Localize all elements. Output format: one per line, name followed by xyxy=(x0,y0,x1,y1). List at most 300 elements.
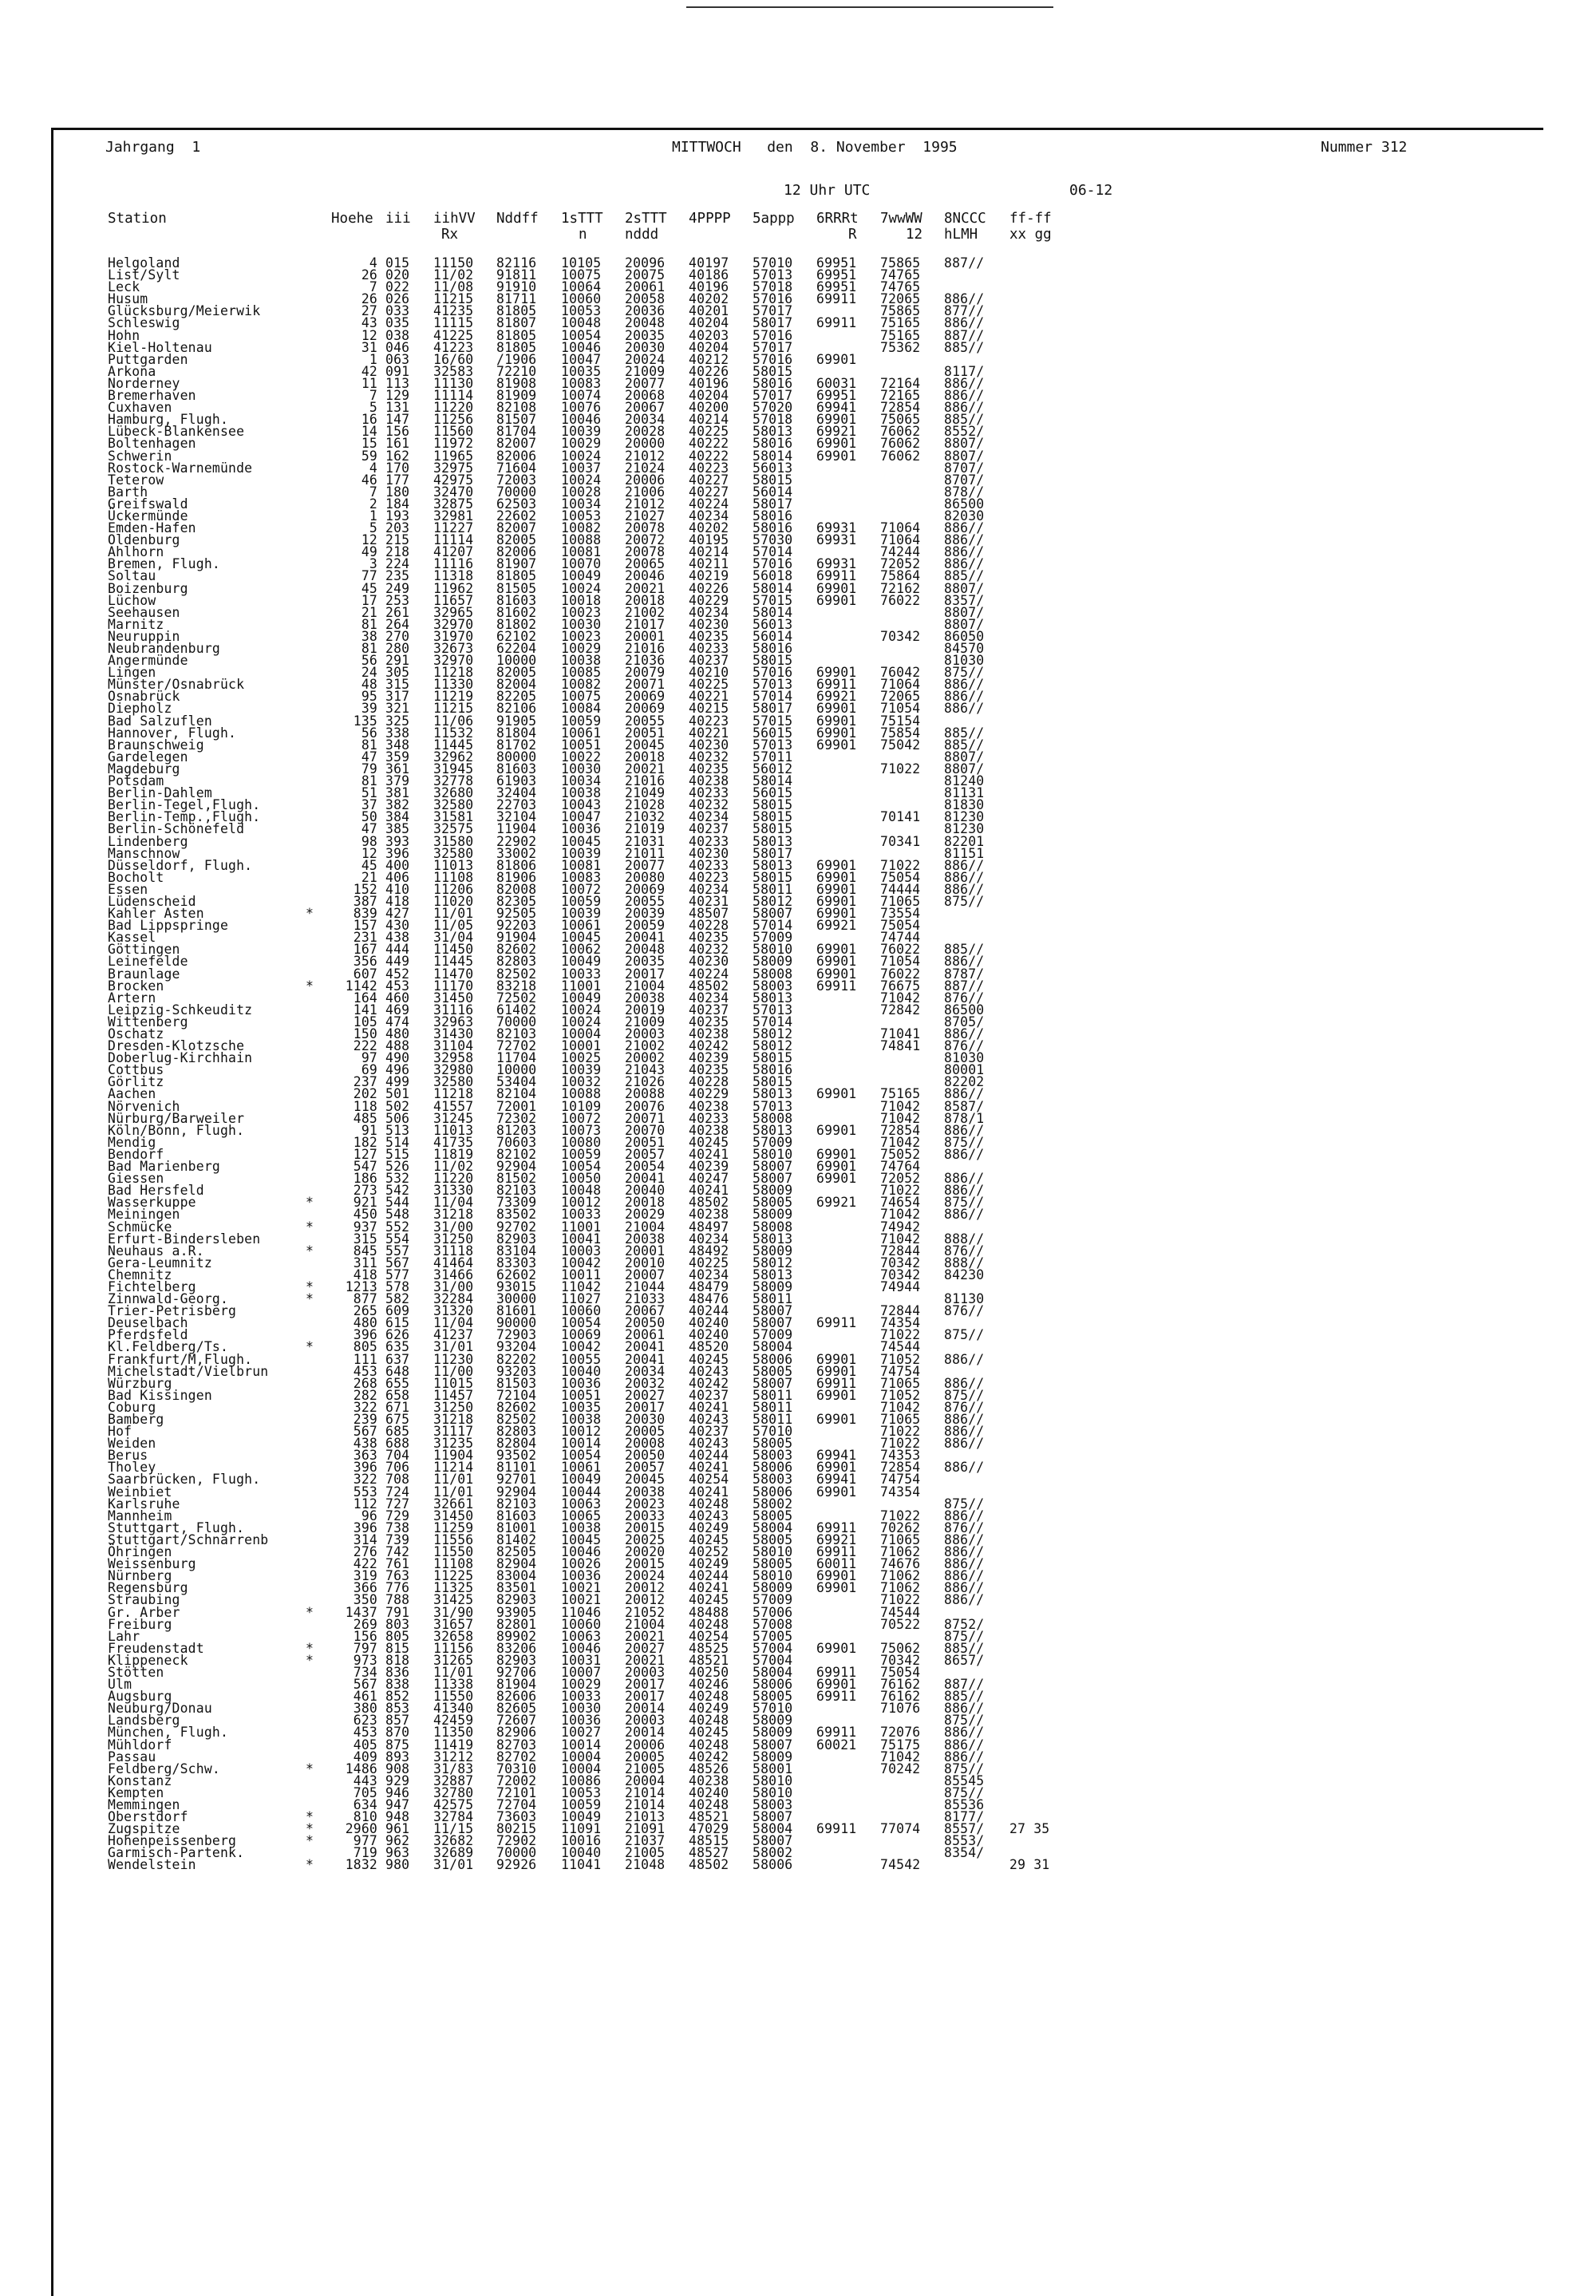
station-name: Lüdenscheid xyxy=(108,893,196,909)
tendency-5: 57016 xyxy=(753,665,793,681)
weather-7: 72854 xyxy=(880,1122,921,1138)
temp-2s: 20048 xyxy=(625,315,666,331)
tendency-5: 57016 xyxy=(753,351,793,367)
weather-7: 75165 xyxy=(880,1086,921,1102)
station-id: 548 xyxy=(385,1207,410,1223)
mountain-marker: * xyxy=(306,1761,314,1776)
ihvv: 11206 xyxy=(433,881,474,897)
temp-2s: 20045 xyxy=(625,1472,666,1488)
clouds-8: 875// xyxy=(944,1134,985,1150)
weather-7: 75864 xyxy=(880,568,921,584)
pressure-4: 40229 xyxy=(689,592,729,608)
mountain-marker: * xyxy=(306,1857,314,1873)
precip-6: 69931 xyxy=(816,532,857,548)
tendency-5: 58004 xyxy=(753,1664,793,1680)
hoehe: 805 xyxy=(353,1339,377,1355)
station-name: Neubrandenburg xyxy=(108,641,220,656)
hoehe: 150 xyxy=(353,1026,377,1041)
nddff: 93502 xyxy=(496,1448,537,1464)
weather-7: 72164 xyxy=(880,375,921,391)
weather-7: 74765 xyxy=(880,267,921,283)
hoehe: 567 xyxy=(353,1424,377,1440)
pressure-4: 48515 xyxy=(689,1833,729,1849)
temp-1s: 10024 xyxy=(561,1014,602,1029)
clouds-8: 8807/ xyxy=(944,616,985,632)
temp-1s: 10088 xyxy=(561,532,602,548)
ihvv: 42975 xyxy=(433,472,474,488)
nddff: 81402 xyxy=(496,1531,537,1547)
station-name: Bad Lippspringe xyxy=(108,918,229,934)
temp-1s: 10016 xyxy=(561,1833,602,1849)
ihvv: 31657 xyxy=(433,1616,474,1632)
hoehe: 634 xyxy=(353,1797,377,1812)
nddff: 93203 xyxy=(496,1363,537,1379)
temp-1s: 10051 xyxy=(561,1387,602,1403)
tendency-5: 57009 xyxy=(753,930,793,946)
weather-7: 75865 xyxy=(880,255,921,271)
col-2sttt: 2sTTT xyxy=(625,211,667,227)
temp-2s: 20067 xyxy=(625,400,666,416)
station-name: Berlin-Temp.,Flugh. xyxy=(108,809,261,825)
temp-1s: 10054 xyxy=(561,1159,602,1175)
clouds-8: 8177/ xyxy=(944,1809,985,1825)
temp-2s: 21043 xyxy=(625,1062,666,1078)
temp-1s: 10059 xyxy=(561,1797,602,1812)
temp-2s: 20057 xyxy=(625,1146,666,1162)
temp-1s: 10082 xyxy=(561,677,602,693)
clouds-8: 877// xyxy=(944,303,985,319)
hoehe: 26 xyxy=(361,267,377,283)
tendency-5: 58014 xyxy=(753,773,793,789)
ihvv: 11/01 xyxy=(433,1664,474,1680)
tendency-5: 58009 xyxy=(753,1749,793,1764)
temp-2s: 21012 xyxy=(625,496,666,512)
station-id: 761 xyxy=(385,1556,410,1572)
clouds-8: 8787/ xyxy=(944,966,985,982)
nddff: 81704 xyxy=(496,424,537,440)
hoehe: 50 xyxy=(361,809,377,825)
tendency-5: 58006 xyxy=(753,1460,793,1476)
ihvv: 11108 xyxy=(433,869,474,885)
temp-1s: 10023 xyxy=(561,604,602,620)
col-ihvv: iihVV xyxy=(433,211,476,227)
precip-6: 60011 xyxy=(816,1556,857,1572)
precip-6: 69921 xyxy=(816,918,857,934)
temp-1s: 10018 xyxy=(561,592,602,608)
temp-1s: 10075 xyxy=(561,267,602,283)
clouds-8: 886// xyxy=(944,520,985,536)
weather-7: 74944 xyxy=(880,1278,921,1294)
tendency-5: 58012 xyxy=(753,893,793,909)
temp-1s: 10084 xyxy=(561,701,602,717)
temp-1s: 10063 xyxy=(561,1628,602,1644)
temp-2s: 21033 xyxy=(625,1291,666,1307)
temp-2s: 20021 xyxy=(625,1652,666,1668)
temp-2s: 20021 xyxy=(625,580,666,596)
nddff: 32104 xyxy=(496,809,537,825)
nddff: 61402 xyxy=(496,1002,537,1018)
temp-2s: 21006 xyxy=(625,484,666,500)
clouds-8: 8553/ xyxy=(944,1833,985,1849)
pressure-4: 40186 xyxy=(689,267,729,283)
precip-6: 69911 xyxy=(816,1375,857,1391)
temp-1s: 10081 xyxy=(561,857,602,873)
ihvv: 31/00 xyxy=(433,1278,474,1294)
weather-7: 71054 xyxy=(880,701,921,717)
ihvv: 11114 xyxy=(433,388,474,404)
tendency-5: 57015 xyxy=(753,713,793,729)
station-id: 359 xyxy=(385,749,410,765)
station-name: Feldberg/Schw. xyxy=(108,1761,220,1776)
station-name: Helgoland xyxy=(108,255,180,271)
hoehe: 43 xyxy=(361,315,377,331)
temp-1s: 10033 xyxy=(561,966,602,982)
pressure-4: 40240 xyxy=(689,1327,729,1343)
tendency-5: 57016 xyxy=(753,556,793,572)
nddff: 81909 xyxy=(496,388,537,404)
ihvv: 31/01 xyxy=(433,1857,474,1873)
clouds-8: 8707/ xyxy=(944,472,985,488)
ihvv: 11965 xyxy=(433,448,474,464)
station-id: 325 xyxy=(385,713,410,729)
temp-1s: 10053 xyxy=(561,508,602,524)
ihvv: 11170 xyxy=(433,978,474,994)
pressure-4: 40223 xyxy=(689,713,729,729)
hoehe: 269 xyxy=(353,1616,377,1632)
clouds-8: 876// xyxy=(944,1243,985,1259)
tendency-5: 57013 xyxy=(753,1002,793,1018)
temp-2s: 20069 xyxy=(625,689,666,705)
station-id: 648 xyxy=(385,1363,410,1379)
station-name: Tholey xyxy=(108,1460,156,1476)
clouds-8: 886// xyxy=(944,544,985,560)
temp-1s: 10060 xyxy=(561,1303,602,1319)
station-id: 738 xyxy=(385,1519,410,1535)
ihvv: 31330 xyxy=(433,1183,474,1199)
temp-1s: 10069 xyxy=(561,1327,602,1343)
hoehe: 4 xyxy=(369,255,377,271)
nddff: 82602 xyxy=(496,1399,537,1415)
station-id: 203 xyxy=(385,520,410,536)
nddff: 62102 xyxy=(496,628,537,644)
temp-2s: 20050 xyxy=(625,1315,666,1331)
temp-1s: 10034 xyxy=(561,496,602,512)
station-id: 578 xyxy=(385,1278,410,1294)
tendency-5: 57014 xyxy=(753,544,793,560)
precip-6: 69901 xyxy=(816,906,857,922)
precip-6: 69931 xyxy=(816,556,857,572)
station-name: Karlsruhe xyxy=(108,1496,180,1512)
temp-2s: 20071 xyxy=(625,1110,666,1126)
station-name: Boizenburg xyxy=(108,580,188,596)
temp-1s: 10061 xyxy=(561,725,602,741)
ihvv: 11/04 xyxy=(433,1315,474,1331)
hoehe: 46 xyxy=(361,472,377,488)
tendency-5: 58013 xyxy=(753,424,793,440)
nddff: 83501 xyxy=(496,1580,537,1596)
clouds-8: 81230 xyxy=(944,809,985,825)
precip-6: 69921 xyxy=(816,424,857,440)
temp-2s: 20017 xyxy=(625,1399,666,1415)
temp-2s: 20040 xyxy=(625,1183,666,1199)
station-name: Mannheim xyxy=(108,1508,172,1523)
hoehe: 56 xyxy=(361,653,377,669)
pressure-4: 40249 xyxy=(689,1701,729,1717)
col-7wwww: 7wwWW xyxy=(880,211,922,227)
hoehe: 56 xyxy=(361,725,377,741)
pressure-4: 40196 xyxy=(689,279,729,295)
weather-7: 71022 xyxy=(880,1592,921,1608)
station-name: Osnabrück xyxy=(108,689,180,705)
date-label: MITTWOCH den 8. November 1995 xyxy=(672,139,958,156)
ihvv: 11108 xyxy=(433,1556,474,1572)
hoehe: 15 xyxy=(361,436,377,452)
nddff: 82903 xyxy=(496,1592,537,1608)
ihvv: 11330 xyxy=(433,677,474,693)
temp-1s: 10046 xyxy=(561,1640,602,1656)
pressure-4: 40210 xyxy=(689,665,729,681)
temp-2s: 20077 xyxy=(625,857,666,873)
tendency-5: 58009 xyxy=(753,1207,793,1223)
clouds-8: 82201 xyxy=(944,833,985,849)
station-id: 947 xyxy=(385,1797,410,1812)
ihvv: 11318 xyxy=(433,568,474,584)
pressure-4: 48497 xyxy=(689,1219,729,1235)
temp-1s: 10059 xyxy=(561,893,602,909)
clouds-8: 886// xyxy=(944,689,985,705)
col-1sttt: 1sTTT xyxy=(561,211,603,227)
hoehe: 1142 xyxy=(345,978,377,994)
ihvv: 31466 xyxy=(433,1267,474,1282)
temp-2s: 21002 xyxy=(625,1038,666,1054)
weather-7: 71042 xyxy=(880,1098,921,1114)
station-name: Köln/Bonn, Flugh. xyxy=(108,1122,245,1138)
ihvv: 11556 xyxy=(433,1531,474,1547)
clouds-8: 81230 xyxy=(944,821,985,837)
nddff: 82605 xyxy=(496,1701,537,1717)
nddff: 82104 xyxy=(496,1086,537,1102)
tendency-5: 58007 xyxy=(753,1303,793,1319)
precip-6: 69901 xyxy=(816,1387,857,1403)
pressure-4: 40241 xyxy=(689,1146,729,1162)
pressure-4: 40230 xyxy=(689,954,729,970)
station-id: 626 xyxy=(385,1327,410,1343)
station-id: 499 xyxy=(385,1074,410,1090)
station-name: Schmücke xyxy=(108,1219,172,1235)
precip-6: 69901 xyxy=(816,1171,857,1187)
station-id: 170 xyxy=(385,460,410,476)
pressure-4: 40238 xyxy=(689,1207,729,1223)
station-name: Teterow xyxy=(108,472,164,488)
pressure-4: 40195 xyxy=(689,532,729,548)
temp-2s: 21004 xyxy=(625,978,666,994)
nddff: 83303 xyxy=(496,1255,537,1271)
precip-6: 69911 xyxy=(816,1664,857,1680)
pressure-4: 48525 xyxy=(689,1640,729,1656)
station-name: Augsburg xyxy=(108,1689,172,1705)
clouds-8: 81030 xyxy=(944,1050,985,1066)
col-ffff: ff-ff xyxy=(1009,211,1052,227)
ihvv: 41235 xyxy=(433,303,474,319)
station-name: Aachen xyxy=(108,1086,156,1102)
ihvv: 31250 xyxy=(433,1231,474,1247)
weather-7: 75154 xyxy=(880,713,921,729)
pressure-4: 40228 xyxy=(689,1074,729,1090)
station-name: Freudenstadt xyxy=(108,1640,204,1656)
hoehe: 363 xyxy=(353,1448,377,1464)
temp-1s: 10029 xyxy=(561,1677,602,1693)
tendency-5: 58013 xyxy=(753,1267,793,1282)
nddff: 92203 xyxy=(496,918,537,934)
ihvv: 31117 xyxy=(433,1424,474,1440)
ihvv: 41237 xyxy=(433,1327,474,1343)
tendency-5: 56018 xyxy=(753,568,793,584)
col-8nccc: 8NCCC xyxy=(944,211,986,227)
tendency-5: 58011 xyxy=(753,1412,793,1427)
tendency-5: 58009 xyxy=(753,1278,793,1294)
hoehe: 202 xyxy=(353,1086,377,1102)
pressure-4: 40221 xyxy=(689,725,729,741)
pressure-4: 40237 xyxy=(689,1387,729,1403)
pressure-4: 40214 xyxy=(689,412,729,428)
nddff: 89902 xyxy=(496,1628,537,1644)
hoehe: 921 xyxy=(353,1195,377,1211)
pressure-4: 40204 xyxy=(689,339,729,355)
hoehe: 438 xyxy=(353,1436,377,1452)
temp-1s: 10063 xyxy=(561,1496,602,1512)
tendency-5: 58003 xyxy=(753,1448,793,1464)
temp-2s: 20003 xyxy=(625,1713,666,1729)
nddff: 82703 xyxy=(496,1737,537,1753)
hoehe: 356 xyxy=(353,954,377,970)
clouds-8: 8705/ xyxy=(944,1014,985,1029)
ihvv: 31250 xyxy=(433,1399,474,1415)
pressure-4: 40248 xyxy=(689,1689,729,1705)
hoehe: 396 xyxy=(353,1519,377,1535)
station-name: Wendelstein xyxy=(108,1857,196,1873)
station-name: Zugspitze xyxy=(108,1821,180,1837)
precip-6: 69901 xyxy=(816,701,857,717)
weather-7: 76162 xyxy=(880,1677,921,1693)
tendency-5: 57014 xyxy=(753,1014,793,1029)
temp-2s: 20058 xyxy=(625,291,666,307)
pressure-4: 40221 xyxy=(689,689,729,705)
temp-2s: 20065 xyxy=(625,556,666,572)
clouds-8: 886// xyxy=(944,1592,985,1608)
ihvv: 11214 xyxy=(433,1460,474,1476)
temp-2s: 21019 xyxy=(625,821,666,837)
temp-1s: 10046 xyxy=(561,339,602,355)
nddff: 92702 xyxy=(496,1219,537,1235)
temp-1s: 10048 xyxy=(561,315,602,331)
temp-1s: 10033 xyxy=(561,1207,602,1223)
pressure-4: 48479 xyxy=(689,1278,729,1294)
col-5appp: 5appp xyxy=(753,211,795,227)
weather-7: 75042 xyxy=(880,737,921,753)
nddff: 72607 xyxy=(496,1713,537,1729)
station-name: Ahlhorn xyxy=(108,544,164,560)
mountain-marker: * xyxy=(306,1219,314,1235)
temp-1s: 10088 xyxy=(561,1086,602,1102)
tendency-5: 58006 xyxy=(753,1857,793,1873)
station-id: 406 xyxy=(385,869,410,885)
pressure-4: 40235 xyxy=(689,1062,729,1078)
station-name: Bremerhaven xyxy=(108,388,196,404)
station-name: Emden-Hafen xyxy=(108,520,196,536)
temp-2s: 20008 xyxy=(625,1436,666,1452)
tendency-5: 56015 xyxy=(753,725,793,741)
pressure-4: 40245 xyxy=(689,1592,729,1608)
pressure-4: 40248 xyxy=(689,1713,729,1729)
ihvv: 32673 xyxy=(433,641,474,656)
station-id: 724 xyxy=(385,1484,410,1500)
temp-1s: 10036 xyxy=(561,1568,602,1584)
temp-1s: 10080 xyxy=(561,1134,602,1150)
precip-6: 69901 xyxy=(816,881,857,897)
station-id: 893 xyxy=(385,1749,410,1764)
station-name: Rostock-Warnemünde xyxy=(108,460,253,476)
pressure-4: 40224 xyxy=(689,966,729,982)
hoehe: 7 xyxy=(369,484,377,500)
temp-2s: 20057 xyxy=(625,1460,666,1476)
ihvv: 31/83 xyxy=(433,1761,474,1776)
hoehe: 81 xyxy=(361,737,377,753)
weather-7: 71065 xyxy=(880,1412,921,1427)
pressure-4: 40227 xyxy=(689,484,729,500)
weather-7: 74654 xyxy=(880,1195,921,1211)
weather-7: 74754 xyxy=(880,1363,921,1379)
tendency-5: 58017 xyxy=(753,315,793,331)
tendency-5: 58015 xyxy=(753,869,793,885)
precip-6: 69901 xyxy=(816,351,857,367)
temp-1s: 10050 xyxy=(561,1171,602,1187)
temp-1s: 10037 xyxy=(561,460,602,476)
station-name: Göttingen xyxy=(108,942,180,958)
station-name: Weiden xyxy=(108,1436,156,1452)
clouds-8: 81130 xyxy=(944,1291,985,1307)
nddff: 80215 xyxy=(496,1821,537,1837)
temp-2s: 21014 xyxy=(625,1797,666,1812)
temp-1s: 10041 xyxy=(561,1231,602,1247)
ihvv: 31/01 xyxy=(433,1339,474,1355)
temp-1s: 10049 xyxy=(561,568,602,584)
station-id: 452 xyxy=(385,966,410,982)
precip-6: 69901 xyxy=(816,966,857,982)
ihvv: 32661 xyxy=(433,1496,474,1512)
ihvv: 32689 xyxy=(433,1845,474,1861)
pressure-4: 40234 xyxy=(689,881,729,897)
station-name: Gr. Arber xyxy=(108,1604,180,1620)
temp-1s: 10065 xyxy=(561,1508,602,1523)
nddff: 93015 xyxy=(496,1278,537,1294)
hoehe: 97 xyxy=(361,1050,377,1066)
temp-1s: 11042 xyxy=(561,1278,602,1294)
tendency-5: 57017 xyxy=(753,388,793,404)
tendency-5: 58015 xyxy=(753,653,793,669)
nddff: 81907 xyxy=(496,556,537,572)
clouds-8: 886// xyxy=(944,1556,985,1572)
ihvv: 31/04 xyxy=(433,930,474,946)
station-name: Frankfurt/M,Flugh. xyxy=(108,1351,253,1367)
clouds-8: 875// xyxy=(944,1713,985,1729)
ihvv: 31450 xyxy=(433,1508,474,1523)
nddff: 70000 xyxy=(496,1845,537,1861)
nddff: 72101 xyxy=(496,1784,537,1800)
temp-1s: 10049 xyxy=(561,990,602,1006)
clouds-8: 8657/ xyxy=(944,1652,985,1668)
ihvv: 11013 xyxy=(433,1122,474,1138)
temp-2s: 21044 xyxy=(625,1278,666,1294)
